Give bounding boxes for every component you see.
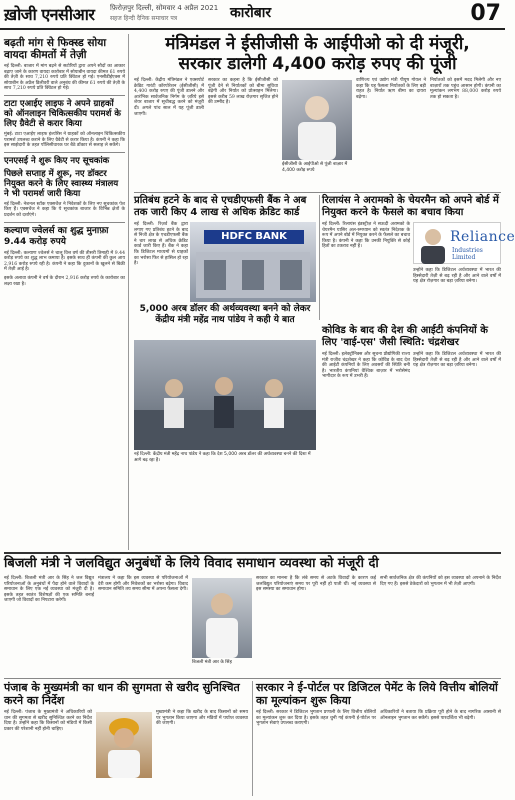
divider [4, 678, 501, 679]
masthead [0, 0, 505, 30]
divider [134, 192, 501, 193]
minister-photo [282, 80, 352, 160]
story-body: नई दिल्ली: बाजार में मांग बढ़ने से सटोरियों द्वारा अपने सौदों का आकार बढ़ाए जाने के कारण वायदा कारोबार में सोयाबीन वायदा कीमत 61 रुपये की तेज़ी के साथ 7,210 रुपये प्रति क्विंटल हो गई। एनसीडीईएक्स में सोयाबीन के अप्रैल डिलीवरी वाले अनुबंध की कीमत 61 रुपये की तेज़ी के साथ 7,210 रुपये प्रति क्विंटल हो गई। [4, 64, 125, 92]
story-body: नई दिल्ली: नेशनल स्टॉक एक्सचेंज ने निवेशकों के लिए नए सूचकांक पेश किए हैं। एक्सचेंज ने कहा कि ये सूचकांक बाजार के विभिन्न क्षेत्रों के प्रदर्शन को दर्शाएंगे। [4, 201, 125, 218]
story-headline: रिलायंस ने अरामको के चेयरमैन को अपने बोर्ड में नियुक्त करने के फैसले का बचाव किया [322, 195, 499, 218]
photo-caption: बिजली मंत्री आर के सिंह [192, 660, 232, 665]
story-body: नई दिल्ली: बिजली मंत्री आर के सिंह ने जल विद्युत परियोजनाओं के अनुबंधों में पैदा होने वाले विवादों के समाधान के लिए एक नई व्यवस्था को मंज़ूरी दी है। इसके तहत स्वतंत्र विशेषज्ञों की एक समिति बनाई जाएगी जो विवादों का निपटारा करेगी। [4, 576, 94, 604]
company-logo-panel [413, 222, 515, 264]
story-body: नई दिल्ली: पंजाब के मुख्यमंत्री ने अधिकारियों को धान की सुगमता से खरीद सुनिश्चित करने का निर्देश दिया है। उन्होंने कहा कि किसानों को मंडियों में किसी प्रकार की परेशानी नहीं होनी चाहिए। [4, 710, 92, 732]
story-headline: प्रतिबंध हटने के बाद से एचडीएफसी बैंक ने अब तक जारी किए 4 लाख से अधिक क्रेडिट कार्ड [134, 195, 307, 218]
photo-caption: ईसीजीसी के आईपीओ से पूंजी बाज़ार में 4,400 करोड़ रुपये [282, 162, 348, 173]
building-icon [190, 222, 316, 302]
story-headline: पंजाब के मुख्यमंत्री का धान की सुगमता से खरीद सुनिश्चित करने का निर्देश [4, 681, 240, 707]
divider [252, 681, 253, 796]
story-headline: पिछले सप्ताह में शुरू, नए डॉक्टर नियुक्त करने के लिए स्वास्थ्य मंत्रालय ने भी परामर्श जारी किया [4, 168, 119, 199]
company-logo-subtext: Industries Limited [452, 247, 483, 261]
story-body: उन्होंने कहा कि डिजिटल अर्थव्यवस्था में भारत की हिस्सेदारी तेज़ी से बढ़ रही है और आने वाले वर्षों में यह क्षेत्र रोज़गार का बड़ा ज़रिया बनेगा। [413, 268, 501, 285]
lead-headline-line1: मंत्रिमंडल ने ईसीजीसी के आईपीओ को दी मंजूरी, [165, 34, 470, 54]
divider [4, 222, 125, 223]
divider [4, 152, 125, 153]
story-headline: सरकार ने ई-पोर्टल पर डिजिटल पेमेंट के लिये वित्तीय बोलियों का मूल्यांकन शुरू किया [256, 681, 498, 707]
story-body: इसके अलावा कंपनी ने वर्ष के दौरान 2,916 करोड़ रुपये के कारोबार का लक्ष्य रखा है। [4, 275, 125, 287]
divider [4, 552, 501, 554]
story-body: सभी सार्वजनिक क्षेत्र की कंपनियों को इस व्यवस्था को अपनाने के निर्देश दिए गए हैं। इससे ठेकेदारों को भुगतान में भी तेज़ी आएगी। [380, 576, 501, 587]
story-body: मंत्रालय ने कहा कि इस व्यवस्था से परियोजनाओं में देरी कम होगी और निवेशकों का भरोसा बढ़ेगा। विवाद समाधान समिति तय समय सीमा में अपना फैसला देगी। [98, 576, 188, 593]
story-headline: बढ़ती मांग से फिक्स्ड सोया वायदा कीमतों में तेज़ी [4, 37, 107, 61]
story-body: सरकार का कहना है कि ईसीजीसी को पूंजी देने से निर्यातकों को बीमा सुविधा बढ़ेगी और निर्यात को प्रोत्साहन मिलेगा। इससे करीब 59 लाख रोज़गार सृजित होने की उम्मीद है। [208, 78, 278, 106]
story-body: नई दिल्ली: कल्याण ज्वेलर्स ने चालू वित्त वर्ष की तीसरी तिमाही में 9.44 करोड़ रुपये का शुद्ध लाभ कमाया है। इसके साथ ही कंपनी की कुल आय 2,916 करोड़ रुपये रही है। कंपनी ने कहा कि दुकानों के खुलने से बिक्री में तेज़ी आई है। [4, 250, 125, 273]
lead-headline-line2: सरकार डालेगी 4,400 करोड़ रुपए की पूंजी [178, 54, 457, 74]
person-silhouette-icon [192, 578, 252, 658]
divider [4, 95, 125, 96]
cm-photo [96, 712, 152, 778]
section-title: कारोबार [230, 5, 272, 21]
event-scene-icon [134, 340, 316, 450]
story-body: वाणिज्य एवं उद्योग मंत्री पीयूष गोयल ने कहा कि यह फैसला निर्यातकों के लिए बड़ी राहत है। निर्यात ऋण बीमा का दायरा बढ़ेगा। [356, 78, 426, 100]
bank-signboard: HDFC BANK [204, 230, 304, 244]
story-headline: कोविड के बाद की देश की आईटी कंपनियों के लिए 'वाई-एस' जैसी स्थिति: चंद्रशेखर [322, 325, 488, 348]
bottom-headline: बिजली मंत्री ने जलविद्युत अनुबंधों के लिये विवाद समाधान व्यवस्था को मंजूरी दी [4, 556, 379, 571]
story-headline: 5,000 अरब डॉलर की अर्थव्यवस्था बनने को लेकर केंद्रीय मंत्री महेंद्र नाथ पांडेय ने कही ये बात [139, 304, 311, 325]
person-silhouette-icon [282, 80, 352, 160]
person-with-turban-icon [96, 712, 152, 778]
story-headline: एनएसई ने शुरू किए नए सूचकांक [4, 155, 110, 166]
story-body: मुंबई: टाटा एआईए लाइफ इंश्योरेंस ने ग्राहकों को ऑनलाइन चिकित्सकीय परामर्श उपलब्ध कराने के लिए ग्रैवेटी से करार किया है। कंपनी ने कहा कि इस साझेदारी के तहत पॉलिसीधारक घर बैठे डॉक्टर से सलाह ले सकेंगे। [4, 131, 125, 149]
edition-subline: सहज हिन्दी दैनिक समाचार पत्र [110, 15, 178, 22]
divider [319, 195, 320, 320]
story-body: नई दिल्ली: इलेक्ट्रॉनिक्स और सूचना प्रौद्योगिकी राज्य मंत्री राजीव चंद्रशेखर ने कहा कि कोविड के बाद देश की आईटी कंपनियों के लिए अवसरों की स्थिति बनी है। भारतीय कंपनियां वैश्विक बाज़ार में भरोसेमंद भागीदार के रूप में उभरी हैं। [322, 352, 410, 380]
lead-story [134, 34, 501, 74]
left-news-column [4, 34, 129, 550]
story-body: मुख्यमंत्री ने कहा कि खरीद के बाद किसानों को समय पर भुगतान किया जाएगा और मंडियों में पर्याप्त व्यवस्था की जाएगी। [156, 710, 248, 727]
page-number: 07 [470, 1, 501, 26]
story-body: उन्होंने कहा कि डिजिटल अर्थव्यवस्था में भारत की हिस्सेदारी तेज़ी से बढ़ रही है और आने वाले वर्षों में यह क्षेत्र रोज़गार का बड़ा ज़रिया बनेगा। [413, 352, 501, 369]
newspaper-logo: ख़ोजी एनसीआर [4, 5, 95, 24]
story-headline: टाटा एआईए लाइफ ने अपने ग्राहकों को ऑनलाइन चिकित्सकीय परामर्श के लिए ग्रैवेटी से करार किया [4, 98, 121, 129]
edition-date: फ़िरोज़पुर दिल्ली, सोमवार 4 अप्रैल 2021 [110, 4, 219, 12]
news-photo [134, 340, 316, 450]
story-body: अधिकारियों ने बताया कि प्रक्रिया पूरी होने के बाद नागरिक आसानी से ऑनलाइन भुगतान कर सकेंगे। इससे पारदर्शिता भी बढ़ेगी। [380, 710, 501, 721]
bank-photo [190, 222, 316, 302]
minister-photo [192, 578, 252, 658]
person-photo-icon [416, 224, 450, 264]
photo-caption: नई दिल्ली: केंद्रीय मंत्री महेंद्र नाथ पांडेय ने कहा कि देश 5,000 अरब डॉलर की अर्थव्यवस्था बनने की दिशा में आगे बढ़ रहा है। [134, 452, 311, 463]
story-body: सरकार का मानना है कि लंबे समय से अटके विवादों के कारण कई जलविद्युत परियोजनाएं समय पर पूरी नहीं हो पाती थीं। नई व्यवस्था से इस समस्या का समाधान होगा। [256, 576, 376, 593]
story-body: नई दिल्ली: केंद्रीय मंत्रिमंडल ने एक्सपोर्ट क्रेडिट गारंटी कॉरपोरेशन (ईसीजीसी) में 4,400 करोड़ रुपए की पूंजी डालने और आरंभिक सार्वजनिक निर्गम के ज़रिये इसे शेयर बाजार में सूचीबद्ध करने को मंज़ूरी दी। अगले पांच साल में यह पूंजी डाली जाएगी। [134, 78, 204, 117]
story-body: नई दिल्ली: रिज़र्व बैंक द्वारा लगाए गए प्रतिबंध हटने के बाद से निजी क्षेत्र के एचडीएफसी बैंक ने चार लाख से अधिक क्रेडिट कार्ड जारी किए हैं। बैंक ने कहा कि डिजिटल माध्यमों से ग्राहकों का भरोसा फिर से हासिल हो रहा है। [134, 222, 188, 267]
company-logo-text: Reliance [450, 229, 515, 245]
story-headline: कल्याण ज्वेलर्स का शुद्ध मुनाफ़ा 9.44 करोड़ रुपये [4, 225, 109, 247]
story-body: नई दिल्ली: रिलायंस इंडस्ट्रीज़ ने सऊदी अरामको के चेयरमैन यासिर अल-रुमय्यान को स्वतंत्र निदेशक के रूप में अपने बोर्ड में नियुक्त करने के फैसले का बचाव किया है। कंपनी ने कहा कि उनकी नियुक्ति से कोई हितों का टकराव नहीं है। [322, 222, 410, 250]
story-body: निर्यातकों को इसमें मदद मिलेगी और नए बाज़ारों तक पहुंच आसान होगी। कंपनी का मूल्यांकन लगभग 88,000 करोड़ रुपये तक हो सकता है। [430, 78, 501, 100]
story-body: नई दिल्ली: सरकार ने डिजिटल भुगतान प्रणाली के लिए वित्तीय बोलियों का मूल्यांकन शुरू कर दिया है। इसके तहत चुनी गई कंपनी ई-पोर्टल पर भुगतान सेवाएं उपलब्ध कराएगी। [256, 710, 376, 727]
